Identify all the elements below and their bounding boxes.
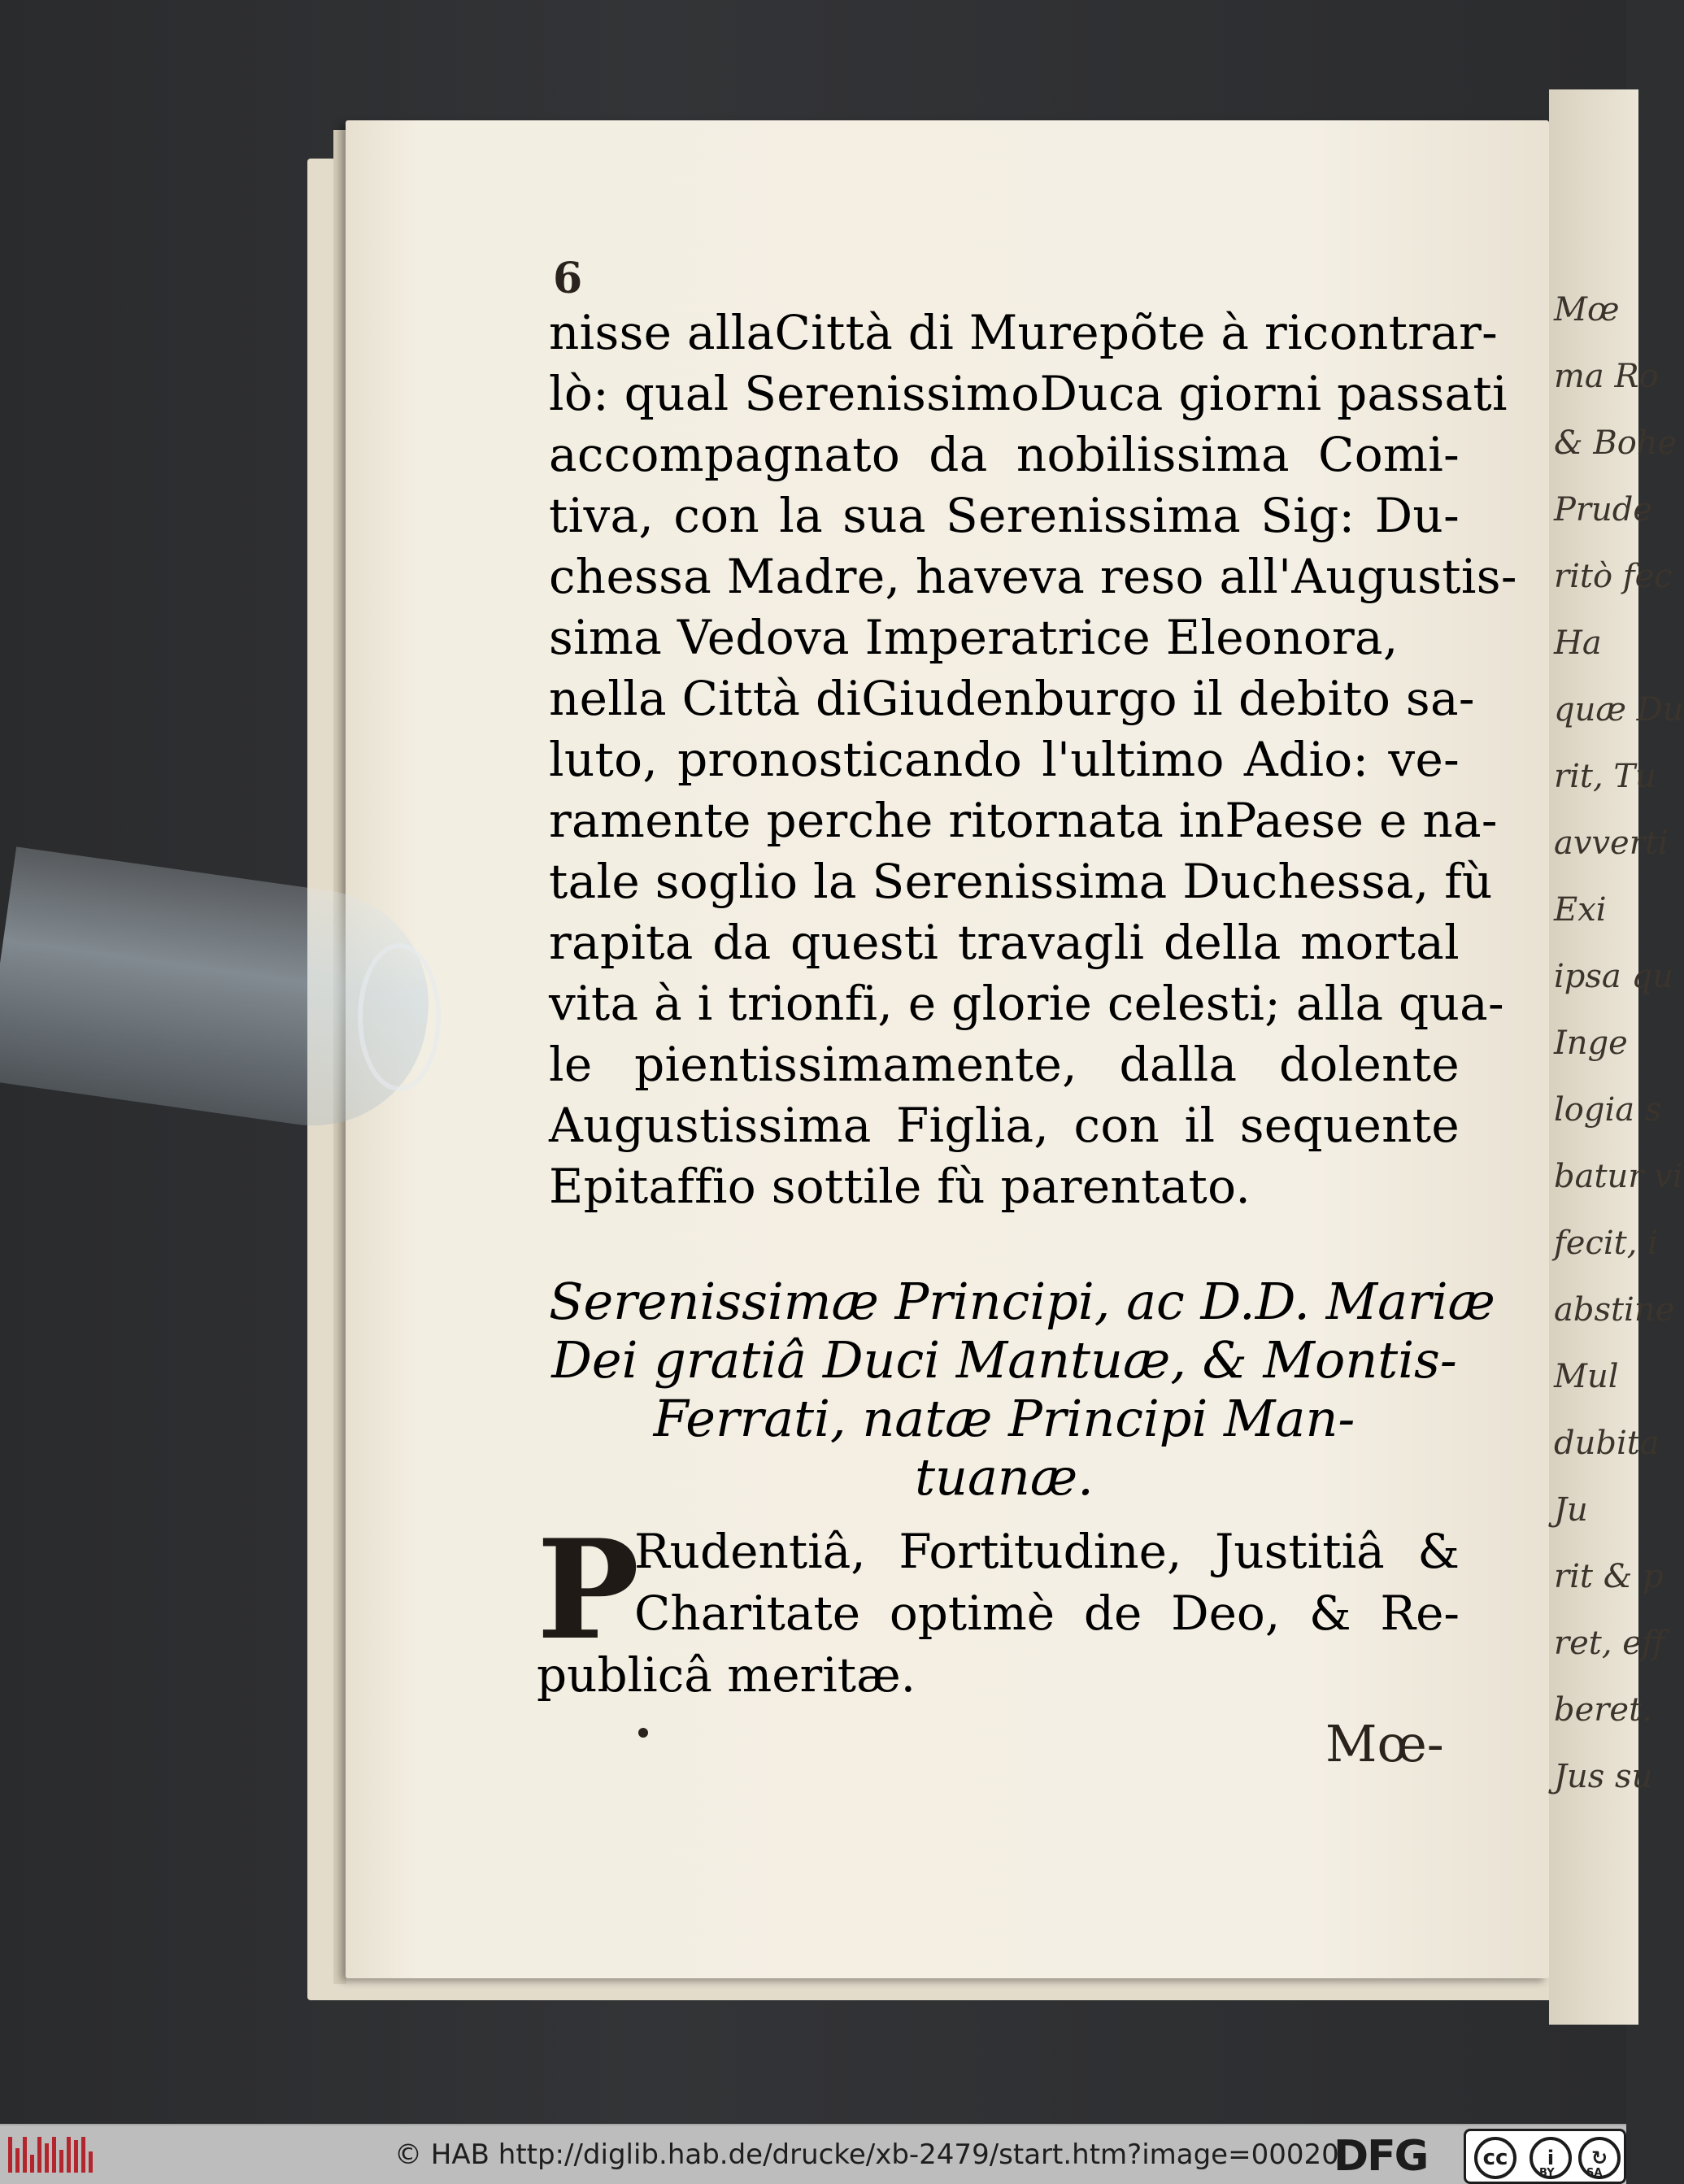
- cc-icon: cc: [1474, 2137, 1516, 2179]
- facing-page-line: ritò fec: [1554, 558, 1673, 595]
- dfg-logo: DFG: [1334, 2132, 1428, 2181]
- facing-page-line: Ju: [1554, 1491, 1588, 1529]
- facing-page: [1549, 89, 1684, 2025]
- text-line: Augustissima Figlia, con il sequente: [549, 1098, 1460, 1153]
- text-line: tuanæ.: [915, 1447, 1094, 1507]
- text-line: vita à i trionfi, e glorie celesti; alla qua-: [549, 976, 1504, 1031]
- epitaph-heading: [549, 1272, 1495, 1507]
- text-line: accompagnato da nobilissima Comi-: [549, 427, 1460, 482]
- glass-weight-tip: [358, 943, 441, 1091]
- body-text: [549, 302, 1517, 1217]
- attribution-icon: i: [1530, 2137, 1572, 2179]
- signature-mark: [638, 1728, 648, 1738]
- facing-page-line: abstine: [1554, 1291, 1675, 1329]
- text-line: lò: qual SerenissimoDuca giorni passati: [549, 366, 1508, 421]
- facing-page-line: & Bohe: [1554, 424, 1677, 462]
- cc-license-badge[interactable]: [1464, 2129, 1626, 2184]
- text-line: Ferrati, natæ Principi Man-: [653, 1389, 1355, 1448]
- copyright-link[interactable]: © HAB http://diglib.hab.de/drucke/xb-2479/start.htm?image=00020: [394, 2138, 1339, 2171]
- text-line: sima Vedova Imperatrice Eleonora,: [549, 610, 1399, 665]
- facing-page-line: Exi: [1554, 891, 1607, 929]
- text-line: Serenissimæ Principi, ac D.D. Mariæ: [549, 1272, 1495, 1331]
- text-line: Epitaffio sottile fù parentato.: [549, 1159, 1251, 1214]
- facing-page-line: Prude: [1554, 491, 1653, 529]
- facing-page-line: Ha: [1554, 624, 1602, 662]
- facing-page-line: beret.: [1554, 1691, 1652, 1729]
- cc-by-label: BY: [1539, 2167, 1555, 2179]
- text-line: Rudentiâ, Fortitudine, Justitiâ &: [634, 1524, 1460, 1579]
- text-line: nella Città diGiudenburgo il debito sa-: [549, 671, 1475, 726]
- text-line: tale soglio la Serenissima Duchessa, fù: [549, 854, 1493, 909]
- facing-page-line: fecit, i: [1554, 1225, 1658, 1262]
- facing-page-line: ret, eff: [1554, 1625, 1665, 1662]
- facing-page-line: avverti: [1554, 824, 1669, 862]
- drop-cap: P: [537, 1509, 640, 1670]
- facing-page-line: ipsa qu: [1554, 958, 1673, 995]
- text-line: tiva, con la sua Serenissima Sig: Du-: [549, 488, 1460, 543]
- share-alike-icon: ↻: [1578, 2137, 1621, 2179]
- facing-page-line: Inge: [1554, 1025, 1628, 1062]
- facing-page-text: [1554, 276, 1684, 1810]
- facing-page-line: Mul: [1554, 1358, 1619, 1395]
- text-line: Dei gratiâ Duci Mantuæ, & Montis-: [551, 1330, 1457, 1390]
- facing-page-line: dubita: [1554, 1425, 1660, 1462]
- facing-page-line: quæ Du: [1554, 691, 1684, 729]
- catchword: Mœ-: [1325, 1714, 1444, 1773]
- facing-page-line: logia s: [1554, 1091, 1662, 1129]
- text-line: le pientissimamente, dalla dolente: [549, 1037, 1460, 1092]
- text-line: nisse allaCittà di Murepõte à ricontrar-: [549, 305, 1499, 360]
- cc-sa-label: SA: [1586, 2167, 1603, 2179]
- text-line: rapita da questi travagli della mortal: [549, 915, 1460, 970]
- text-line: chessa Madre, haveva reso all'Augustis-: [549, 549, 1517, 604]
- facing-page-line: Mœ: [1554, 291, 1620, 328]
- text-line: ramente perche ritornata inPaese e na-: [549, 793, 1498, 848]
- text-line: publicâ meritæ.: [537, 1647, 916, 1703]
- text-line: luto, pronosticando l'ultimo Adio: ve-: [549, 732, 1460, 787]
- facing-page-line: rit, Tu: [1554, 758, 1656, 795]
- footer-bar: [0, 2124, 1626, 2184]
- facing-page-line: ma Ro: [1554, 358, 1659, 395]
- facing-page-line: batur vi: [1554, 1158, 1683, 1195]
- facing-page-line: Jus su: [1554, 1758, 1653, 1795]
- latin-paragraph: [537, 1509, 1460, 1706]
- text-line: Charitate optimè de Deo, & Re-: [634, 1586, 1460, 1641]
- page-number: 6: [553, 254, 583, 303]
- hab-logo-icon: [8, 2137, 93, 2173]
- facing-page-line: rit & p: [1554, 1558, 1664, 1595]
